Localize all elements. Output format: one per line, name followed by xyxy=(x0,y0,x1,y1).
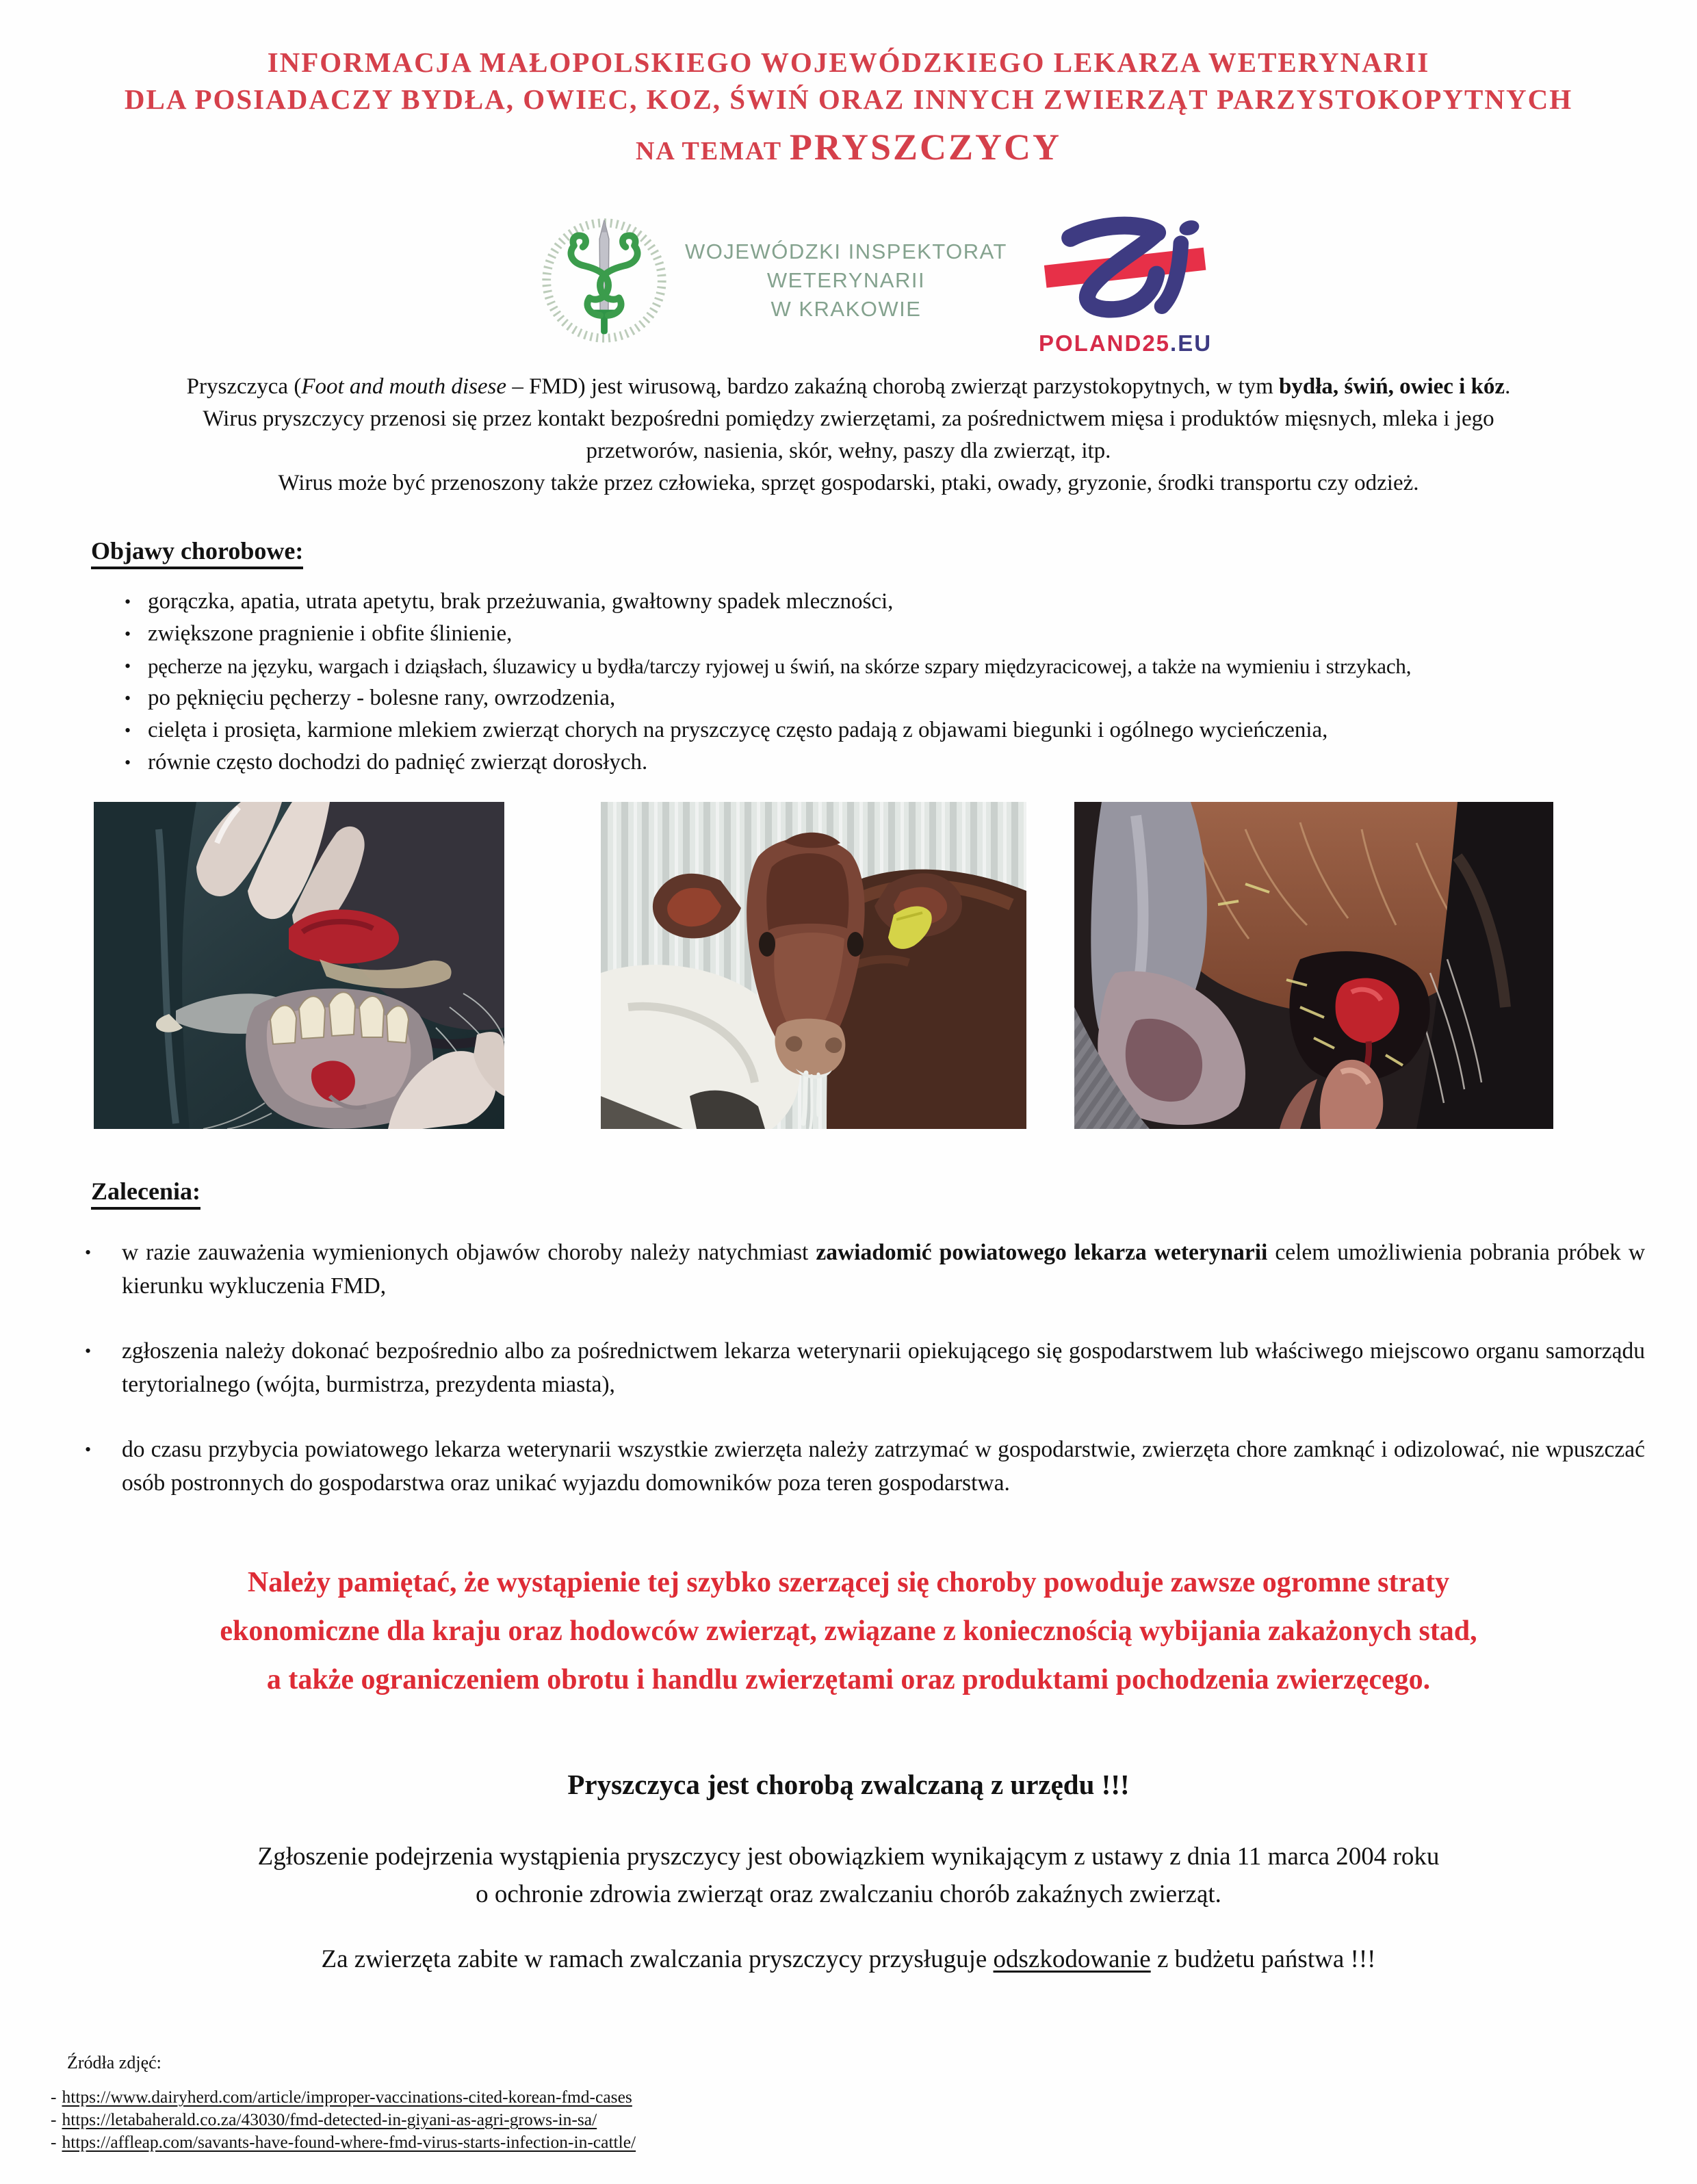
recommendation-1-post: celem umożliwienia pobrania próbek w kierunku wykluczenia FMD, xyxy=(122,1240,1646,1299)
vet-caduceus-icon xyxy=(537,212,671,350)
poland25-glyph-icon xyxy=(1039,205,1212,328)
source-link-affleap[interactable]: https://affleap.com/savants-have-found-where-fmd-virus-starts-infection-in-cattle/ xyxy=(62,2132,636,2152)
warning-line-3: a także ograniczeniem obrotu i handlu zwierzętami oraz produktami pochodzenia zwierzęcego. xyxy=(266,1664,1431,1695)
compensation-pre: Za zwierzęta zabite w ramach zwalczania pryszczycy przysługuje xyxy=(321,1945,994,1973)
recommendation-1-pre: w razie zauważenia wymienionych objawów choroby należy natychmiast xyxy=(122,1240,816,1265)
sources-heading: Źródła zdjęć: xyxy=(67,2053,161,2072)
intro-line1-mid: – FMD) jest wirusową, bardzo zakaźną chorobą zwierząt parzystokopytnych, w tym xyxy=(506,374,1280,399)
intro-line1-pre: Pryszczyca ( xyxy=(186,374,302,399)
list-item: • równie często dochodzi do padnięć zwierząt dorosłych. xyxy=(125,746,1656,779)
intro-line1-italic: Foot and mouth disese xyxy=(301,374,507,399)
intro-line-4: Wirus może być przenoszony także przez człowieka, sprzęt gospodarski, ptaki, owady, gryzonie, środki transportu czy odzież. xyxy=(278,471,1419,495)
photo-row xyxy=(0,802,1697,1130)
vet-inspectorate-logo xyxy=(537,212,1007,350)
symptoms-list xyxy=(125,586,1656,779)
dash: - xyxy=(51,2087,57,2107)
list-item xyxy=(85,1236,1645,1303)
photo-cow-mouth-lesions xyxy=(94,802,504,1129)
header-line-2: DLA POSIADACZY BYDŁA, OWIEC, KOZ, ŚWIŃ ORAZ INNYCH ZWIERZĄT PARZYSTOKOPYTNYCH xyxy=(124,83,1573,115)
dash: - xyxy=(51,2132,57,2152)
compensation-post: z budżetu państwa !!! xyxy=(1150,1945,1376,1973)
header-line-3 xyxy=(0,126,1697,168)
list-item: • po pęknięciu pęcherzy - bolesne rany, owrzodzenia, xyxy=(125,682,1656,714)
intro-line1-post: . xyxy=(1505,374,1511,399)
source-line xyxy=(51,2131,636,2153)
list-item: • do czasu przybycia powiatowego lekarza weterynarii wszystkie zwierzęta należy zatrzymać w gospodarstwie, zwierzęta chore zamknąć i odizolować, nie wpuszczać osób postronnych do gospodarstwa oraz unikać wyjazdu domowników poza teren gospodarstwa. xyxy=(85,1433,1645,1500)
warning-line-2: ekonomiczne dla kraju oraz hodowców zwierząt, związane z koniecznością wybijania zakażonych stad, xyxy=(220,1615,1477,1647)
intro-line1-bold: bydła, świń, owiec i kóz xyxy=(1279,374,1505,399)
vet-inspectorate-label xyxy=(685,237,1007,324)
recommendation-1-bold: zawiadomić powiatowego lekarza weterynarii xyxy=(816,1240,1268,1265)
logos-row xyxy=(26,205,1697,356)
page-header xyxy=(0,44,1697,168)
intro-line-2: Wirus pryszczycy przenosi się przez kontakt bezpośredni pomiędzy zwierzętami, za pośrednictwem mięsa i produktów mięsnych, mleka i jego xyxy=(203,406,1494,431)
law-obligation-statement xyxy=(68,1838,1629,1913)
vet-label-line-1: WOJEWÓDZKI INSPEKTORAT xyxy=(684,239,1007,264)
poland25-caption-blue: .EU xyxy=(1170,330,1213,356)
header-line-1: INFORMACJA MAŁOPOLSKIEGO WOJEWÓDZKIEGO LEKARZA WETERYNARII xyxy=(267,47,1430,78)
source-line xyxy=(51,2108,636,2131)
law-line-2: o ochronie zdrowia zwierząt oraz zwalczaniu chorób zakaźnych zwierząt. xyxy=(476,1880,1221,1908)
official-control-statement: Pryszczyca jest chorobą zwalczaną z urzędu !!! xyxy=(567,1769,1130,1800)
recommendations-list xyxy=(85,1236,1645,1531)
law-line-1: Zgłoszenie podejrzenia wystąpienia pryszczycy jest obowiązkiem wynikającym z ustawy z dnia 11 marca 2004 roku xyxy=(257,1843,1440,1871)
vet-label-line-2: WETERYNARII xyxy=(766,268,926,293)
poland25-logo xyxy=(1039,205,1212,356)
warning-line-1: Należy pamiętać, że wystąpienie tej szybko szerzącej się choroby powoduje zawsze ogromne straty xyxy=(247,1567,1450,1598)
economic-warning xyxy=(55,1559,1642,1704)
recommendations-heading: Zalecenia: xyxy=(91,1177,200,1206)
photo-hoof-lesion xyxy=(1074,802,1553,1129)
intro-paragraph xyxy=(41,371,1656,499)
source-link-dairyherd[interactable]: https://www.dairyherd.com/article/improper-vaccinations-cited-korean-fmd-cases xyxy=(62,2087,632,2107)
vet-label-line-3: W KRAKOWIE xyxy=(770,297,922,322)
compensation-underlined: odszkodowanie xyxy=(993,1945,1151,1973)
source-line xyxy=(51,2085,636,2108)
dash: - xyxy=(51,2109,57,2129)
list-item: • gorączka, apatia, utrata apetytu, brak przeżuwania, gwałtowny spadek mleczności, xyxy=(125,586,1656,618)
header-subject-prefix: NA TEMAT xyxy=(635,137,790,166)
intro-line-3: przetworów, nasienia, skór, wełny, paszy dla zwierząt, itp. xyxy=(586,439,1111,463)
intro-line-1 xyxy=(41,371,1656,403)
list-item: • zwiększone pragnienie i obfite ślinienie, xyxy=(125,618,1656,650)
photo-cow-head-drooling xyxy=(601,802,1026,1129)
list-item: • cielęta i prosięta, karmione mlekiem zwierząt chorych na pryszczycę często padają z objawami biegunki i ogólnego wycieńczenia, xyxy=(125,714,1656,746)
photo-sources xyxy=(51,2053,636,2153)
poland25-caption-red: POLAND25 xyxy=(1038,330,1171,356)
compensation-statement xyxy=(0,1945,1697,1974)
symptoms-heading: Objawy chorobowe: xyxy=(91,536,303,565)
source-link-letabaherald[interactable]: https://letabaherald.co.za/43030/fmd-detected-in-giyani-as-agri-grows-in-sa/ xyxy=(62,2109,597,2129)
list-item: • pęcherze na języku, wargach i dziąsłach, śluzawicy u bydła/tarczy ryjowej u świń, na skórze szpary międzyracicowej, a także na wymieniu i strzykach, xyxy=(125,650,1656,682)
list-item: • zgłoszenia należy dokonać bezpośrednio albo za pośrednictwem lekarza weterynarii opiekującego się gospodarstwem lub właściwego miejscowo organu samorządu terytorialnego (wójta, burmistrza, prezydenta miasta), xyxy=(85,1334,1645,1401)
page-title: PRYSZCZYCY xyxy=(789,127,1062,168)
poland25-caption xyxy=(1039,330,1212,356)
